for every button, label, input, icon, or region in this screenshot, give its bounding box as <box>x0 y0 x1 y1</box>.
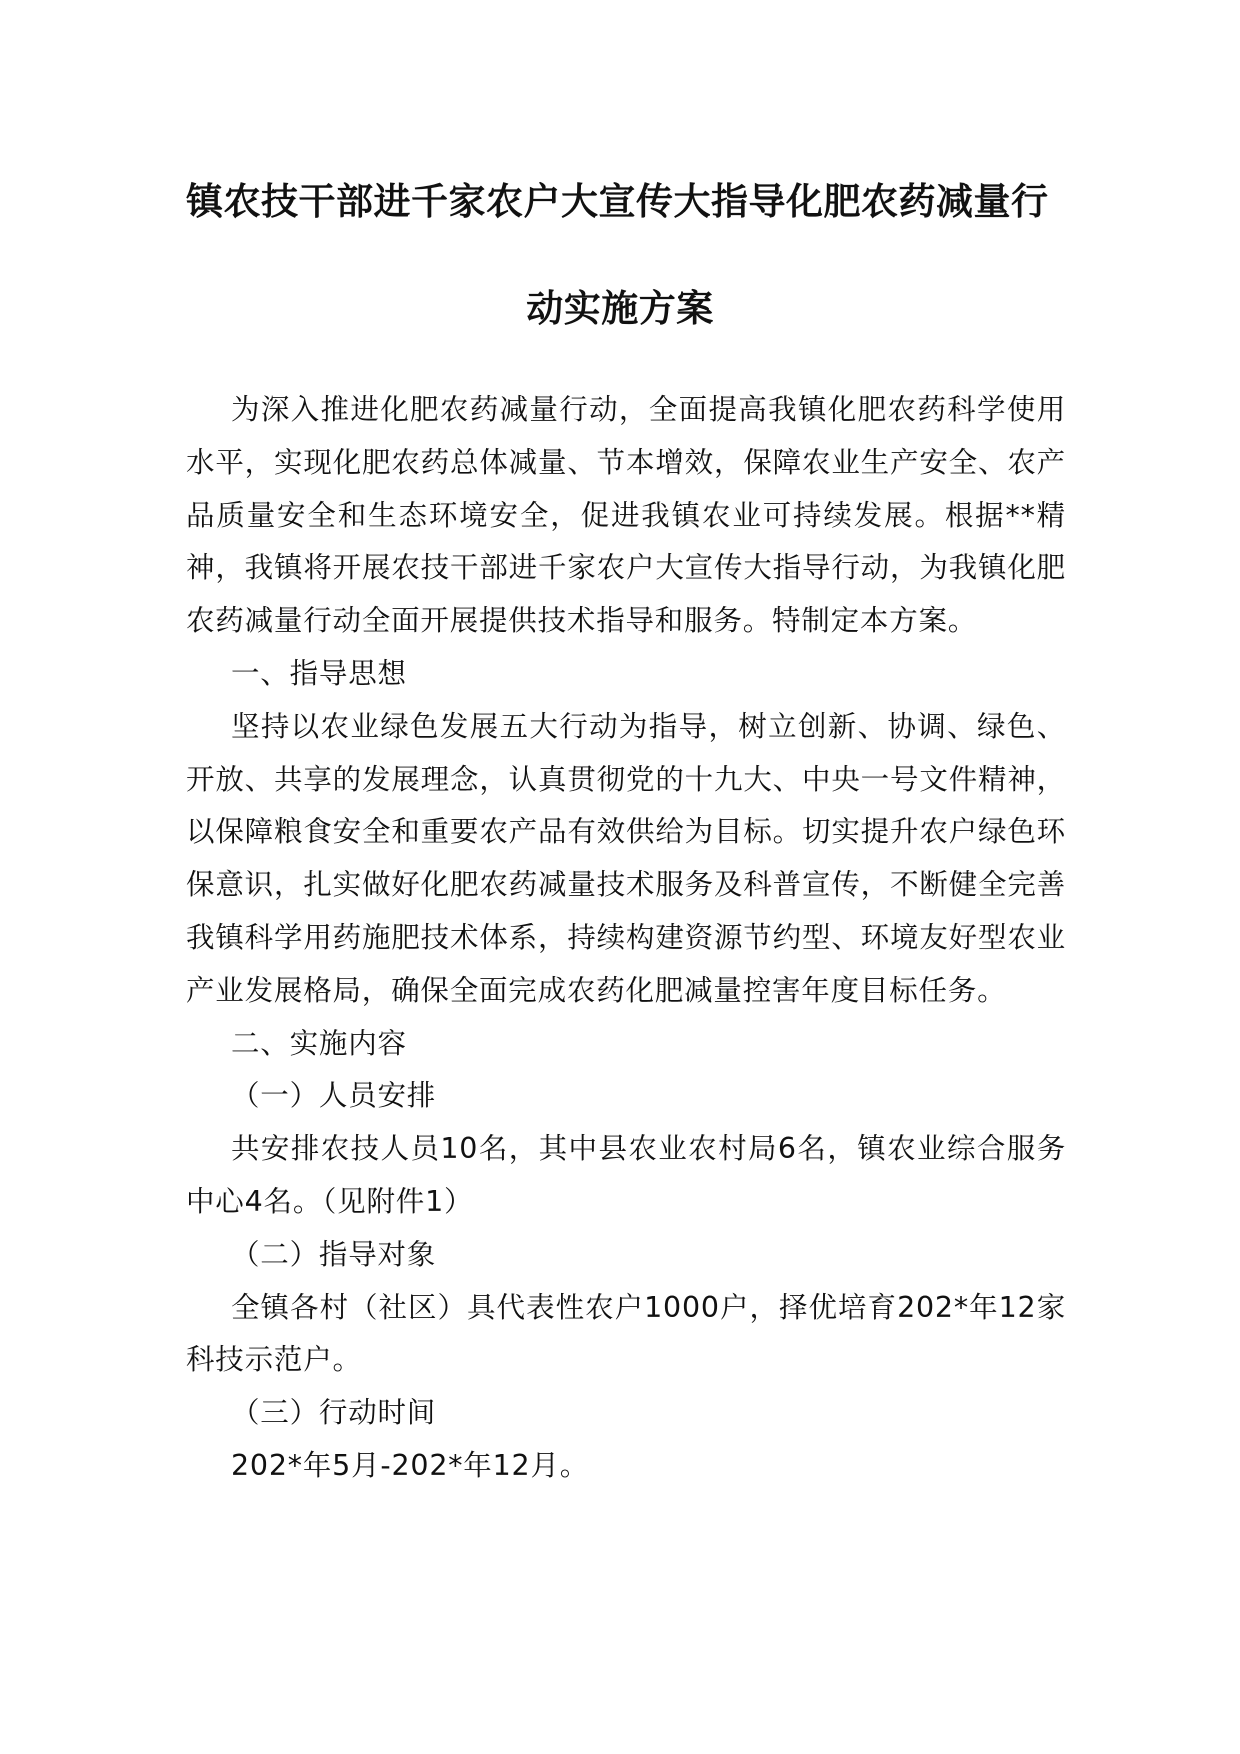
section-heading-guiding-ideology: 一、指导思想 <box>231 656 407 690</box>
subsection-heading-staffing: （一）人员安排 <box>231 1079 437 1113</box>
subsection-heading-targets: （二）指导对象 <box>231 1237 437 1271</box>
intro-paragraph: 为深入推进化肥农药减量行动，全面提高我镇化肥农药科学使用水平，实现化肥农药总体减量、节本增效，保障农业生产安全、农产品质量安全和生态环境安全，促进我镇农业可持续发展。根据**精神，我镇将开展农技干部进千家农户大宣传大指导行动，为我镇化肥农药减量行动全面开展提供技术指导和服务。特制定本方案。 <box>186 393 1066 638</box>
targets-paragraph: 全镇各村（社区）具代表性农户1000户，择优培育202*年12家科技示范户。 <box>186 1290 1066 1377</box>
section-heading-implementation: 二、实施内容 <box>231 1026 407 1060</box>
document-title-line-1: 镇农技干部进千家农户大宣传大指导化肥农药减量行 <box>186 180 1049 223</box>
document-body <box>186 384 1066 1493</box>
staffing-paragraph: 共安排农技人员10名，其中县农业农村局6名，镇农业综合服务中心4名。（见附件1） <box>186 1132 1066 1218</box>
timeframe-paragraph: 202*年5月-202*年12月。 <box>231 1448 590 1482</box>
document-title-line-2: 动实施方案 <box>526 287 714 330</box>
subsection-heading-timeframe: （三）行动时间 <box>231 1396 437 1430</box>
guiding-ideology-paragraph: 坚持以农业绿色发展五大行动为指导，树立创新、协调、绿色、开放、共享的发展理念，认真贯彻党的十九大、中央一号文件精神，以保障粮食安全和重要农产品有效供给为目标。切实提升农户绿色环保意识，扎实做好化肥农药减量技术服务及科普宣传，不断健全完善我镇科学用药施肥技术体系，持续构建资源节约型、环境友好型农业产业发展格局，确保全面完成农药化肥减量控害年度目标任务。 <box>186 709 1066 1007</box>
